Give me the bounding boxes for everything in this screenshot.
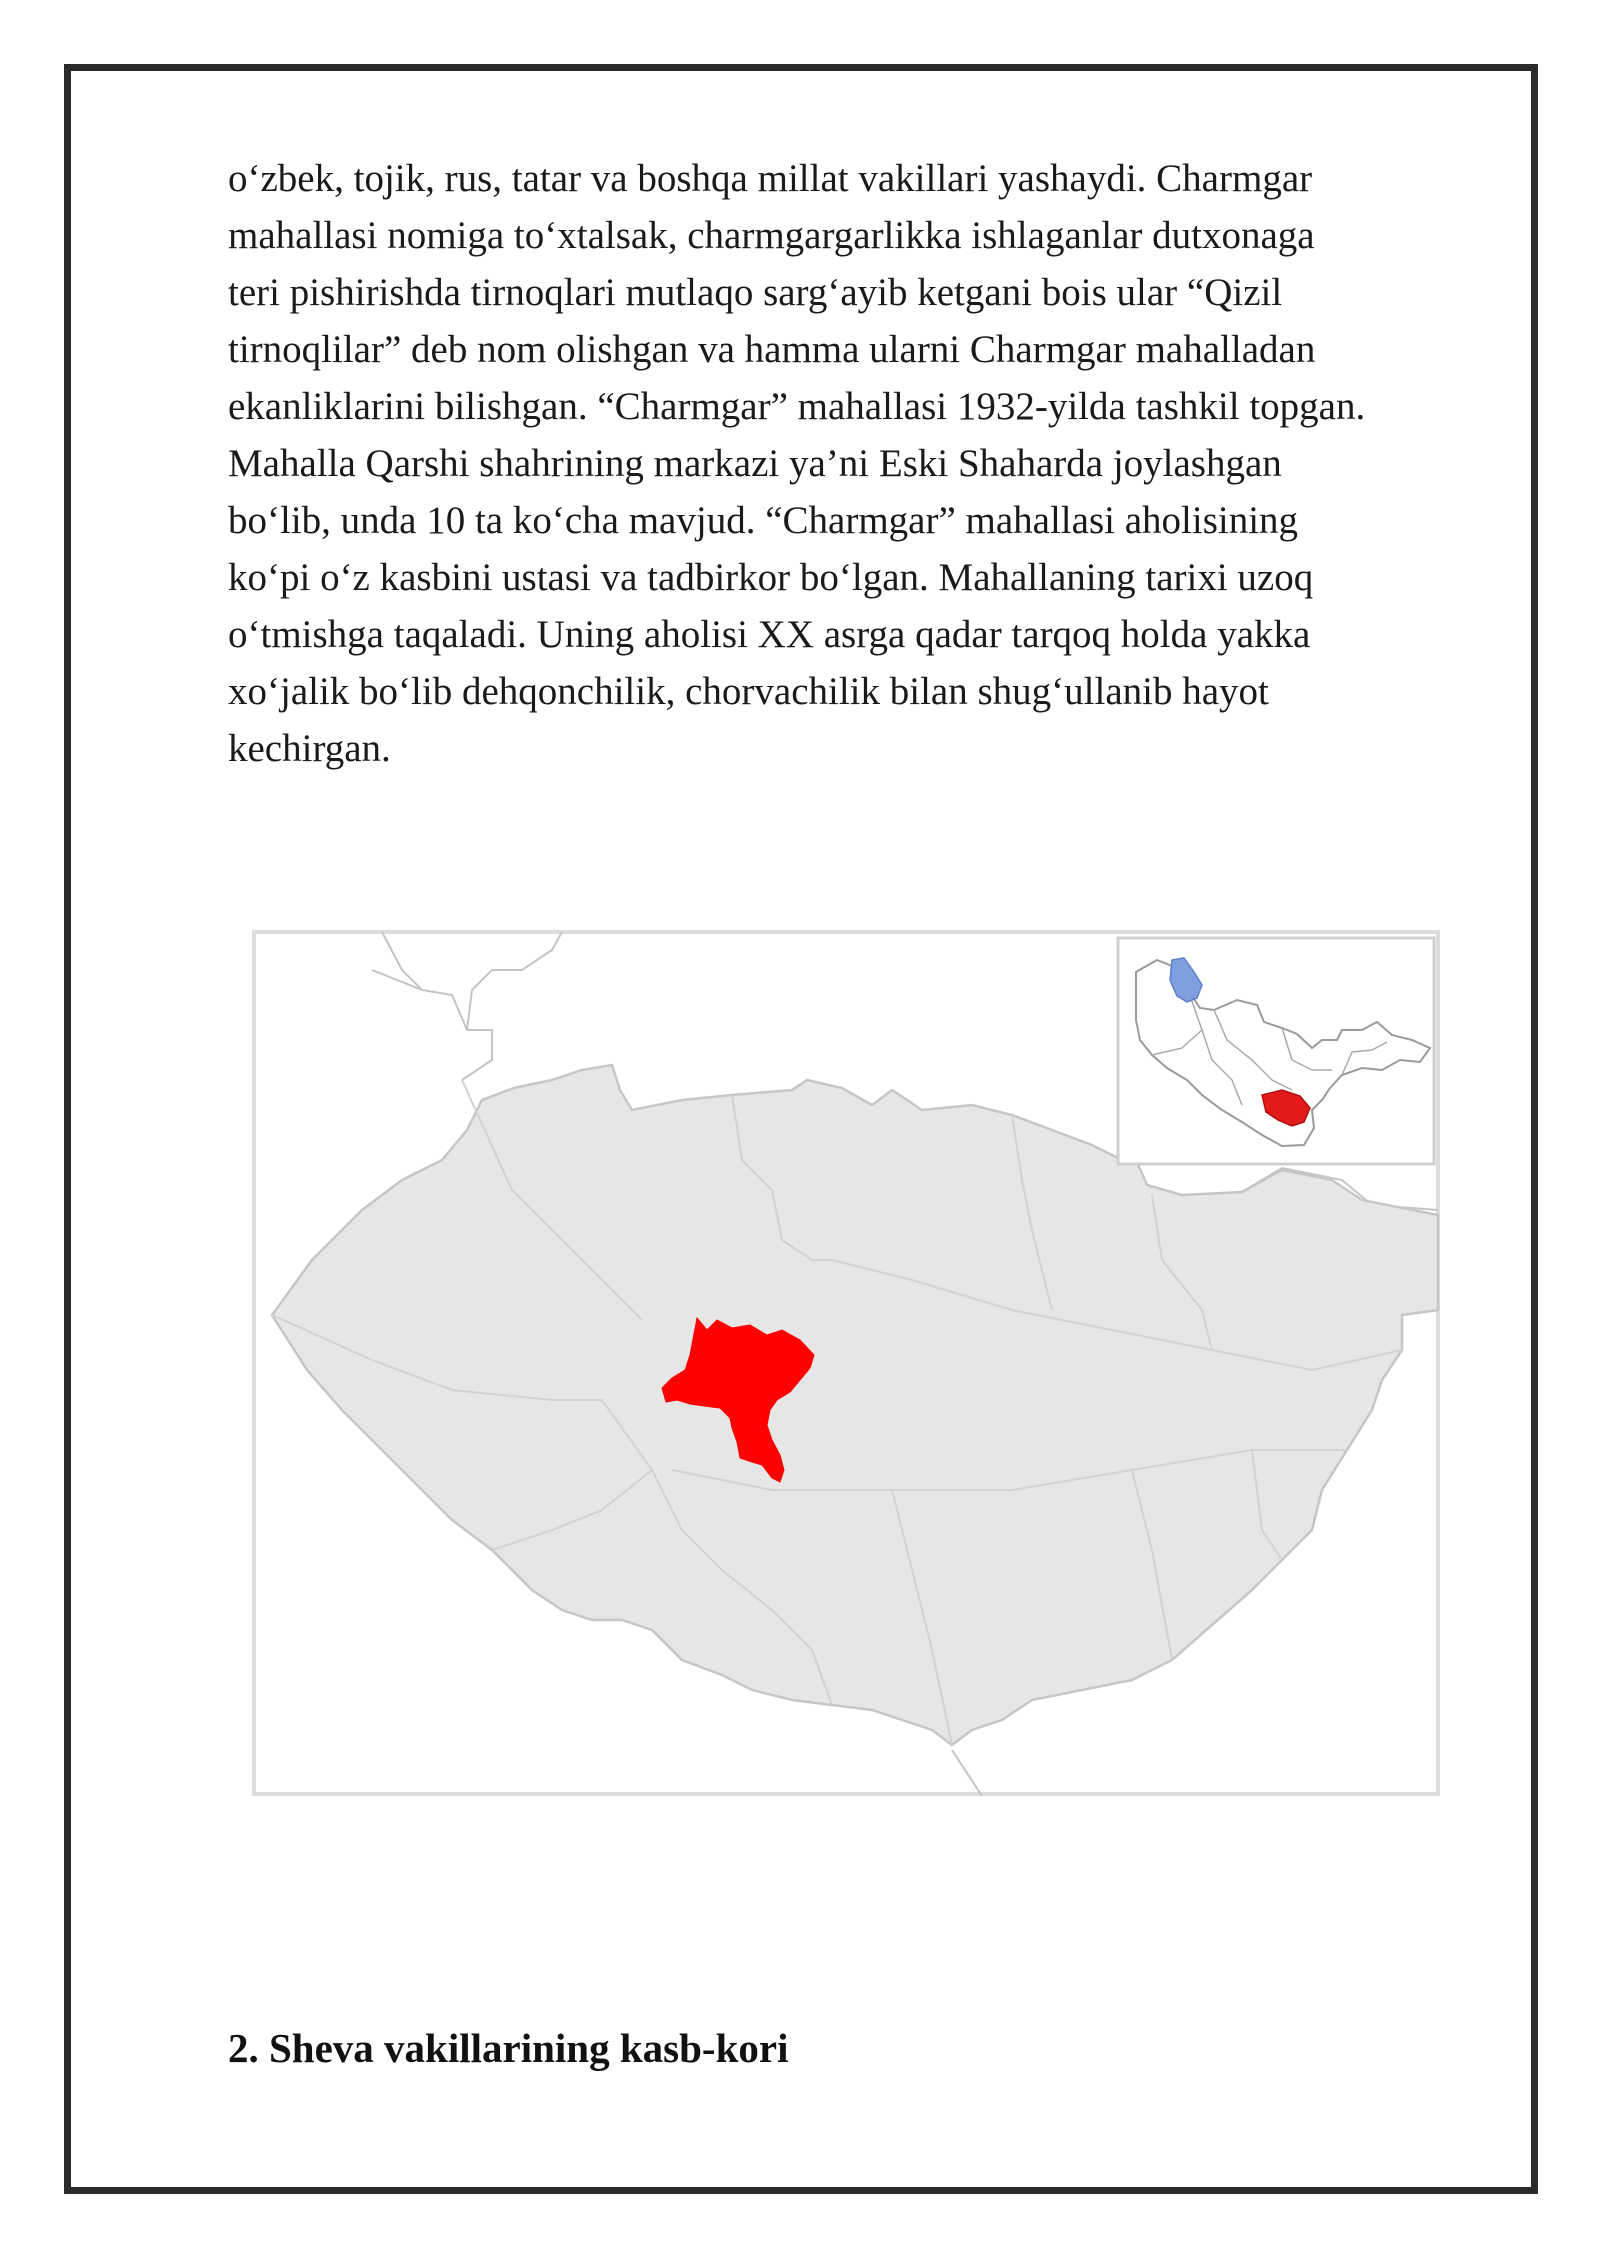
inset-locator-map (1118, 938, 1434, 1164)
paragraph-line: bo‘lib, unda 10 ta ko‘cha mavjud. “Charmgar” mahallasi aholisining (228, 499, 1299, 542)
paragraph-line: o‘tmishga taqaladi. Uning aholisi XX asrga qadar tarqoq holda yakka (228, 613, 1311, 656)
paragraph-line: Mahalla Qarshi shahrining markazi ya’ni Eski Shaharda joylashgan (228, 442, 1282, 485)
paragraph-line: mahallasi nomiga to‘xtalsak, charmgargarlikka ishlaganlar dutxonaga (228, 214, 1315, 257)
paragraph-line: ko‘pi o‘z kasbini ustasi va tadbirkor bo‘lgan. Mahallaning tarixi uzoq (228, 556, 1314, 599)
paragraph-line: tirnoqlilar” deb nom olishgan va hamma ularni Charmgar mahalladan (228, 328, 1316, 371)
region-map (252, 930, 1440, 1796)
paragraph-line: o‘zbek, tojik, rus, tatar va boshqa millat vakillari yashaydi. Charmgar (228, 157, 1313, 200)
body-paragraph (228, 150, 1528, 777)
section-heading: 2. Sheva vakillarining kasb-kori (228, 2025, 789, 2071)
paragraph-line: teri pishirishda tirnoqlari mutlaqo sarg‘ayib ketgani bois ular “Qizil (228, 271, 1283, 314)
paragraph-line: xo‘jalik bo‘lib dehqonchilik, chorvachilik bilan shug‘ullanib hayot (228, 670, 1269, 713)
paragraph-line: ekanliklarini bilishgan. “Charmgar” mahallasi 1932-yilda tashkil topgan. (228, 385, 1366, 428)
paragraph-line: kechirgan. (228, 727, 391, 770)
